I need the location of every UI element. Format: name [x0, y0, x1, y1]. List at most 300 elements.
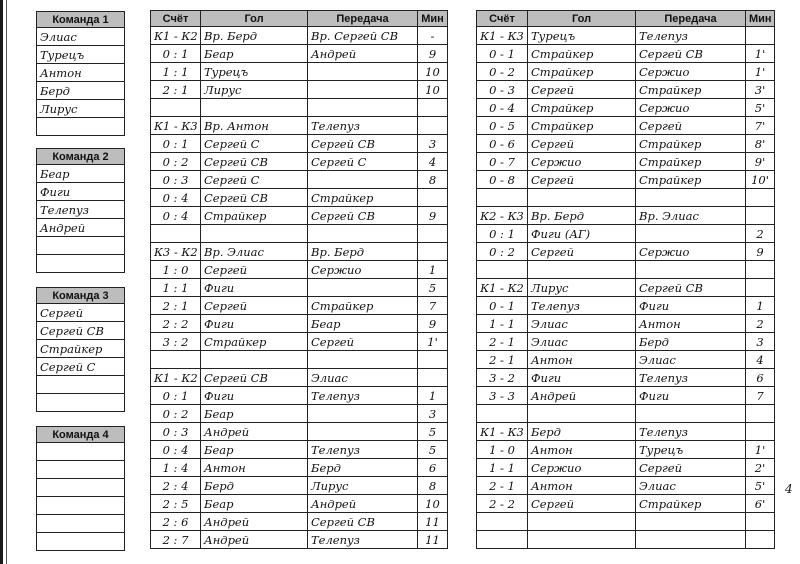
header-assist: Передача: [308, 11, 418, 27]
goal-cell: Андрей: [201, 531, 308, 549]
assist-cell: Страйкер: [636, 495, 746, 513]
minute-cell: 3: [418, 405, 448, 423]
minute-cell: 7: [418, 297, 448, 315]
team-player-row: [37, 479, 125, 497]
goal-cell: [528, 261, 636, 279]
team-4-title: Команда 4: [37, 427, 125, 443]
minute-cell: -: [418, 27, 448, 45]
score-cell: 0 : 1: [151, 387, 201, 405]
score-row: [151, 171, 448, 189]
minute-cell: 3: [418, 135, 448, 153]
goal-cell: Берд: [528, 423, 636, 441]
player-name: [37, 376, 125, 394]
goal-cell: Телепуз: [528, 297, 636, 315]
score-cell: 1 - 0: [477, 441, 528, 459]
minute-cell: 5: [418, 279, 448, 297]
goal-cell: Фиги: [201, 315, 308, 333]
score-row: [477, 279, 775, 297]
team-1-table: [36, 11, 125, 136]
goal-cell: Страйкер: [528, 117, 636, 135]
team-2-table: [36, 148, 125, 273]
minute-cell: 1: [746, 297, 775, 315]
minute-cell: 2: [746, 225, 775, 243]
header-score: Счёт: [151, 11, 201, 27]
goal-cell: Беар: [201, 441, 308, 459]
score-cell: 0 : 1: [477, 225, 528, 243]
assist-cell: [636, 513, 746, 531]
assist-cell: [308, 351, 418, 369]
score-cell: 1 : 0: [151, 261, 201, 279]
player-name: [37, 533, 125, 551]
player-name: Беар: [37, 165, 125, 183]
minute-cell: 2: [746, 315, 775, 333]
score-cell: 0 - 7: [477, 153, 528, 171]
goal-cell: Андрей: [201, 423, 308, 441]
team-player-row: [37, 461, 125, 479]
minute-cell: 10: [418, 81, 448, 99]
minute-cell: [746, 279, 775, 297]
minute-cell: 9': [746, 153, 775, 171]
score-cell: К1 - К2: [151, 369, 201, 387]
score-cell: 0 - 6: [477, 135, 528, 153]
assist-cell: Страйкер: [636, 135, 746, 153]
goal-cell: Элиас: [528, 315, 636, 333]
score-cell: 0 - 8: [477, 171, 528, 189]
team-player-row: [37, 82, 125, 100]
minute-cell: 4: [418, 153, 448, 171]
minute-cell: 5: [418, 423, 448, 441]
team-player-row: [37, 533, 125, 551]
player-name: Телепуз: [37, 201, 125, 219]
score-row: [151, 333, 448, 351]
score-row: [477, 369, 775, 387]
minute-cell: [418, 189, 448, 207]
assist-cell: Сержио: [636, 99, 746, 117]
middle-score-table: [150, 10, 448, 549]
assist-cell: Сержио: [636, 243, 746, 261]
score-cell: 0 : 4: [151, 441, 201, 459]
team-1-title: Команда 1: [37, 12, 125, 28]
score-cell: [151, 225, 201, 243]
score-row: [151, 135, 448, 153]
score-cell: [477, 189, 528, 207]
score-row: [151, 351, 448, 369]
header-min: Мин: [418, 11, 448, 27]
team-player-row: [37, 443, 125, 461]
score-row: [477, 243, 775, 261]
goal-cell: Турецъ: [201, 63, 308, 81]
goal-cell: Лирус: [528, 279, 636, 297]
minute-cell: 11: [418, 531, 448, 549]
minute-cell: [746, 189, 775, 207]
goal-cell: [201, 351, 308, 369]
player-name: Фиги: [37, 183, 125, 201]
score-cell: 0 - 3: [477, 81, 528, 99]
goal-cell: [528, 531, 636, 549]
goal-cell: Сергей СВ: [201, 189, 308, 207]
score-row: [151, 297, 448, 315]
minute-cell: [746, 405, 775, 423]
score-cell: [477, 513, 528, 531]
score-row: [477, 261, 775, 279]
goal-cell: [528, 189, 636, 207]
player-name: [37, 461, 125, 479]
score-cell: 3 - 3: [477, 387, 528, 405]
goal-cell: Страйкер: [528, 63, 636, 81]
assist-cell: Фиги: [636, 297, 746, 315]
assist-cell: Берд: [636, 333, 746, 351]
minute-cell: 6: [418, 459, 448, 477]
minute-cell: 8: [418, 477, 448, 495]
assist-cell: [636, 405, 746, 423]
assist-cell: Лирус: [308, 477, 418, 495]
player-name: Лирус: [37, 100, 125, 118]
score-cell: 0 : 2: [477, 243, 528, 261]
score-cell: К1 - К2: [151, 27, 201, 45]
minute-cell: 2': [746, 459, 775, 477]
minute-cell: 3': [746, 81, 775, 99]
player-name: [37, 118, 125, 136]
score-cell: 1 : 1: [151, 63, 201, 81]
goal-cell: Фиги: [528, 369, 636, 387]
goal-cell: Фиги: [201, 279, 308, 297]
minute-cell: 1': [746, 45, 775, 63]
goal-cell: [528, 405, 636, 423]
score-row: [151, 405, 448, 423]
score-row: [151, 387, 448, 405]
minute-cell: 1: [418, 387, 448, 405]
minute-cell: 1: [418, 261, 448, 279]
score-row: [477, 405, 775, 423]
minute-cell: 1': [418, 333, 448, 351]
assist-cell: [308, 99, 418, 117]
score-row: [477, 63, 775, 81]
assist-cell: Беар: [308, 315, 418, 333]
assist-cell: Сергей: [636, 459, 746, 477]
assist-cell: Андрей: [308, 495, 418, 513]
assist-cell: Страйкер: [636, 153, 746, 171]
assist-cell: Сержио: [636, 63, 746, 81]
goal-cell: Сергей С: [201, 135, 308, 153]
player-name: Сергей: [37, 304, 125, 322]
score-cell: [151, 99, 201, 117]
minute-cell: 9: [418, 315, 448, 333]
assist-cell: Сергей СВ: [308, 207, 418, 225]
goal-cell: Андрей: [201, 513, 308, 531]
score-row: [477, 531, 775, 549]
minute-cell: 9: [746, 243, 775, 261]
goal-cell: Антон: [528, 351, 636, 369]
score-cell: 0 : 4: [151, 189, 201, 207]
score-cell: К1 - К3: [477, 27, 528, 45]
assist-cell: Телепуз: [636, 423, 746, 441]
score-cell: К2 - К3: [477, 207, 528, 225]
assist-cell: [308, 81, 418, 99]
minute-cell: [746, 513, 775, 531]
minute-cell: [746, 207, 775, 225]
minute-cell: 10: [418, 63, 448, 81]
score-cell: 2 - 2: [477, 495, 528, 513]
assist-cell: Вр. Элиас: [636, 207, 746, 225]
score-cell: 1 : 1: [151, 279, 201, 297]
score-row: [477, 45, 775, 63]
team-player-row: [37, 340, 125, 358]
score-row: [477, 171, 775, 189]
score-row: [477, 297, 775, 315]
goal-cell: Страйкер: [528, 45, 636, 63]
goal-cell: Страйкер: [528, 99, 636, 117]
score-row: [151, 117, 448, 135]
minute-cell: [746, 531, 775, 549]
team-player-row: [37, 28, 125, 46]
minute-cell: 5': [746, 477, 775, 495]
score-row: [477, 459, 775, 477]
team-4-table: [36, 426, 125, 551]
player-name: Андрей: [37, 219, 125, 237]
assist-cell: Берд: [308, 459, 418, 477]
score-cell: [477, 261, 528, 279]
score-cell: 0 - 2: [477, 63, 528, 81]
assist-cell: Телепуз: [636, 27, 746, 45]
assist-cell: Страйкер: [308, 297, 418, 315]
score-cell: 0 : 2: [151, 405, 201, 423]
minute-cell: 1': [746, 441, 775, 459]
team-player-row: [37, 165, 125, 183]
goal-cell: Беар: [201, 405, 308, 423]
score-cell: 2 : 2: [151, 315, 201, 333]
minute-cell: 6': [746, 495, 775, 513]
score-cell: 2 - 1: [477, 477, 528, 495]
minute-cell: 8: [418, 171, 448, 189]
assist-cell: Вр. Берд: [308, 243, 418, 261]
score-cell: К1 - К3: [477, 423, 528, 441]
score-row: [151, 81, 448, 99]
score-row: [477, 27, 775, 45]
player-name: Антон: [37, 64, 125, 82]
score-row: [477, 117, 775, 135]
minute-cell: 7: [746, 387, 775, 405]
score-cell: 2 : 1: [151, 81, 201, 99]
assist-cell: Фиги: [636, 387, 746, 405]
team-player-row: [37, 183, 125, 201]
goal-cell: Турецъ: [528, 27, 636, 45]
team-player-row: [37, 237, 125, 255]
minute-cell: 9: [418, 45, 448, 63]
player-name: Сергей СВ: [37, 322, 125, 340]
goal-cell: [201, 99, 308, 117]
score-cell: 0 : 3: [151, 423, 201, 441]
score-row: [477, 135, 775, 153]
score-cell: 1 - 1: [477, 315, 528, 333]
score-cell: [151, 351, 201, 369]
goal-cell: Беар: [201, 45, 308, 63]
assist-cell: Сергей СВ: [308, 135, 418, 153]
score-cell: 3 - 2: [477, 369, 528, 387]
assist-cell: Элиас: [308, 369, 418, 387]
score-cell: 2 : 5: [151, 495, 201, 513]
score-row: [477, 333, 775, 351]
header-goal: Гол: [528, 11, 636, 27]
goal-cell: Сержио: [528, 459, 636, 477]
minute-cell: 1': [746, 63, 775, 81]
assist-cell: [308, 63, 418, 81]
minute-cell: 10': [746, 171, 775, 189]
player-name: Берд: [37, 82, 125, 100]
score-row: [477, 99, 775, 117]
score-cell: 3 : 2: [151, 333, 201, 351]
goal-cell: Элиас: [528, 333, 636, 351]
assist-cell: Турецъ: [636, 441, 746, 459]
player-name: [37, 237, 125, 255]
goal-cell: Сержио: [528, 153, 636, 171]
minute-cell: 5': [746, 99, 775, 117]
score-row: [151, 243, 448, 261]
minute-cell: 5: [418, 441, 448, 459]
score-row: [151, 369, 448, 387]
team-player-row: [37, 219, 125, 237]
goal-cell: Сергей СВ: [201, 153, 308, 171]
goal-cell: Фиги: [201, 387, 308, 405]
assist-cell: [636, 261, 746, 279]
score-row: [151, 477, 448, 495]
score-row: [477, 441, 775, 459]
score-cell: 1 : 4: [151, 459, 201, 477]
team-player-row: [37, 201, 125, 219]
score-row: [151, 261, 448, 279]
goal-cell: Лирус: [201, 81, 308, 99]
assist-cell: Страйкер: [636, 81, 746, 99]
minute-cell: 6: [746, 369, 775, 387]
minute-cell: 3: [746, 333, 775, 351]
assist-cell: Телепуз: [308, 387, 418, 405]
minute-cell: [746, 423, 775, 441]
score-row: [151, 531, 448, 549]
goal-cell: Антон: [528, 441, 636, 459]
score-row: [477, 207, 775, 225]
score-row: [151, 225, 448, 243]
score-cell: 0 - 1: [477, 45, 528, 63]
assist-cell: [308, 225, 418, 243]
assist-cell: Андрей: [308, 45, 418, 63]
score-cell: 2 - 1: [477, 333, 528, 351]
team-2-title: Команда 2: [37, 149, 125, 165]
score-row: [151, 207, 448, 225]
player-name: [37, 394, 125, 412]
team-player-row: [37, 394, 125, 412]
assist-cell: [636, 531, 746, 549]
score-row: [151, 27, 448, 45]
team-player-row: [37, 515, 125, 533]
score-row: [151, 63, 448, 81]
team-player-row: [37, 118, 125, 136]
player-name: [37, 255, 125, 273]
goal-cell: [201, 225, 308, 243]
goal-cell: Вр. Элиас: [201, 243, 308, 261]
minute-cell: 11: [418, 513, 448, 531]
score-cell: 2 : 6: [151, 513, 201, 531]
assist-cell: [636, 225, 746, 243]
score-cell: 2 : 4: [151, 477, 201, 495]
assist-cell: [308, 423, 418, 441]
team-player-row: [37, 255, 125, 273]
assist-cell: Страйкер: [308, 189, 418, 207]
score-cell: [477, 405, 528, 423]
minute-cell: [418, 99, 448, 117]
score-row: [151, 513, 448, 531]
player-name: [37, 443, 125, 461]
goal-cell: [528, 513, 636, 531]
assist-cell: [308, 405, 418, 423]
goal-cell: Страйкер: [201, 207, 308, 225]
assist-cell: Сергей СВ: [636, 45, 746, 63]
score-cell: 2 : 1: [151, 297, 201, 315]
score-row: [477, 423, 775, 441]
goal-cell: Берд: [201, 477, 308, 495]
goal-cell: Сергей: [201, 297, 308, 315]
goal-cell: Антон: [528, 477, 636, 495]
score-row: [151, 441, 448, 459]
minute-cell: [418, 369, 448, 387]
minute-cell: [418, 351, 448, 369]
player-name: Сергей С: [37, 358, 125, 376]
player-name: Элиас: [37, 28, 125, 46]
goal-cell: Сергей: [528, 81, 636, 99]
minute-cell: [746, 261, 775, 279]
minute-cell: 9: [418, 207, 448, 225]
goal-cell: Сергей: [528, 135, 636, 153]
goal-cell: Страйкер: [201, 333, 308, 351]
score-cell: 0 : 1: [151, 45, 201, 63]
assist-cell: Телепуз: [308, 531, 418, 549]
score-cell: 2 - 1: [477, 351, 528, 369]
goal-cell: Вр. Берд: [201, 27, 308, 45]
score-cell: 0 - 5: [477, 117, 528, 135]
team-player-row: [37, 304, 125, 322]
score-cell: 2 : 7: [151, 531, 201, 549]
score-row: [477, 81, 775, 99]
score-row: [477, 189, 775, 207]
assist-cell: Сергей С: [308, 153, 418, 171]
goal-cell: Андрей: [528, 387, 636, 405]
score-row: [151, 99, 448, 117]
score-row: [477, 387, 775, 405]
score-row: [151, 279, 448, 297]
scan-edge: [0, 0, 3, 564]
score-cell: 1 - 1: [477, 459, 528, 477]
assist-cell: Сергей СВ: [308, 513, 418, 531]
team-player-row: [37, 358, 125, 376]
assist-cell: Сержио: [308, 261, 418, 279]
score-row: [151, 315, 448, 333]
score-row: [477, 351, 775, 369]
goal-cell: Сергей: [528, 243, 636, 261]
header-score: Счёт: [477, 11, 528, 27]
goal-cell: Сергей: [201, 261, 308, 279]
assist-cell: Страйкер: [636, 171, 746, 189]
assist-cell: Телепуз: [308, 441, 418, 459]
team-player-row: [37, 46, 125, 64]
player-name: [37, 497, 125, 515]
score-row: [151, 423, 448, 441]
score-cell: К1 - К2: [477, 279, 528, 297]
player-name: Турецъ: [37, 46, 125, 64]
goal-cell: Беар: [201, 495, 308, 513]
score-cell: 0 - 4: [477, 99, 528, 117]
goal-cell: Сергей: [528, 171, 636, 189]
score-cell: К1 - К3: [151, 117, 201, 135]
minute-cell: [418, 243, 448, 261]
score-row: [151, 189, 448, 207]
